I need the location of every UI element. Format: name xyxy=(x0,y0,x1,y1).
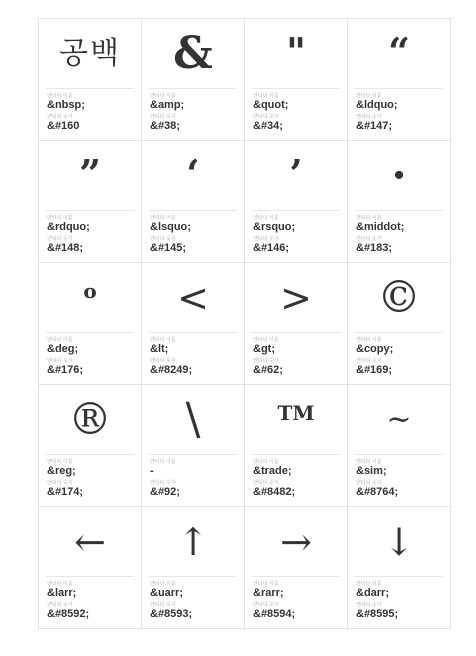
entity-card-ldquo xyxy=(348,19,451,141)
entity-number-caption: 엔티티 숫자 xyxy=(47,480,73,486)
entity-number: &#145; xyxy=(150,242,187,254)
entity-number-caption: 엔티티 숫자 xyxy=(150,358,176,364)
entity-name: &darr; xyxy=(356,587,390,599)
entity-glyph: © xyxy=(377,272,421,323)
card-divider xyxy=(252,332,340,333)
entity-number-caption: 엔티티 숫자 xyxy=(47,236,73,242)
card-divider xyxy=(46,454,134,455)
entity-card-darr xyxy=(348,507,451,629)
entity-card-deg xyxy=(39,263,142,385)
entity-number-caption: 엔티티 숫자 xyxy=(150,114,176,120)
entity-glyph: " xyxy=(286,29,306,74)
entity-number-caption: 엔티티 숫자 xyxy=(356,236,382,242)
entity-card-rarr xyxy=(245,507,348,629)
entity-name: &larr; xyxy=(47,587,77,599)
entity-number-caption: 엔티티 숫자 xyxy=(150,480,176,486)
entity-name: &reg; xyxy=(47,465,76,477)
entity-number-caption: 엔티티 숫자 xyxy=(356,480,382,486)
entity-glyph: ” xyxy=(79,151,101,196)
entity-name-caption: 엔티티 이름 xyxy=(150,459,176,465)
entity-name: &copy; xyxy=(356,343,394,355)
entity-number: &#176; xyxy=(47,364,84,376)
card-divider xyxy=(355,210,443,211)
entity-number-caption: 엔티티 숫자 xyxy=(47,114,73,120)
entity-card-sim xyxy=(348,385,451,507)
card-divider xyxy=(355,576,443,577)
entity-number-caption: 엔티티 숫자 xyxy=(356,602,382,608)
card-divider xyxy=(355,332,443,333)
entity-card-copy xyxy=(348,263,451,385)
entity-number-caption: 엔티티 숫자 xyxy=(47,358,73,364)
card-divider xyxy=(252,88,340,89)
entity-card-backslash xyxy=(142,385,245,507)
entity-card-amp xyxy=(142,19,245,141)
entity-name-caption: 엔티티 이름 xyxy=(150,93,176,99)
entity-card-lsquo xyxy=(142,141,245,263)
card-divider xyxy=(46,576,134,577)
entity-name-caption: 엔티티 이름 xyxy=(47,93,73,99)
entity-name: &amp; xyxy=(150,99,185,111)
entity-name: &quot; xyxy=(253,99,289,111)
entity-name: &deg; xyxy=(47,343,79,355)
entity-name: &lt; xyxy=(150,343,169,355)
entity-card-uarr xyxy=(142,507,245,629)
entity-glyph: TM xyxy=(277,401,315,425)
entity-name-caption: 엔티티 이름 xyxy=(253,215,279,221)
entity-glyph: ↓ xyxy=(383,520,415,564)
entity-name-caption: 엔티티 이름 xyxy=(150,581,176,587)
card-divider xyxy=(149,88,237,89)
card-divider xyxy=(46,332,134,333)
entity-card-nbsp xyxy=(39,19,142,141)
entity-name: &rdquo; xyxy=(47,221,90,233)
entity-glyph: ‘ xyxy=(186,151,200,196)
entity-card-reg xyxy=(39,385,142,507)
entity-glyph: o xyxy=(83,279,97,303)
entity-number: &#62; xyxy=(253,364,283,376)
entity-glyph: ∼ xyxy=(386,402,412,437)
entity-number: &#147; xyxy=(356,120,393,132)
entity-name-caption: 엔티티 이름 xyxy=(356,459,382,465)
entity-card-quot xyxy=(245,19,348,141)
entity-name-caption: 엔티티 이름 xyxy=(47,581,73,587)
entity-number: &#146; xyxy=(253,242,290,254)
entity-number-caption: 엔티티 숫자 xyxy=(47,602,73,608)
card-divider xyxy=(149,332,237,333)
entity-name: &trade; xyxy=(253,465,292,477)
entity-number: &#8764; xyxy=(356,486,399,498)
entity-glyph: 공백 xyxy=(59,36,121,71)
entity-name-caption: 엔티티 이름 xyxy=(253,93,279,99)
entity-number: &#8593; xyxy=(150,608,193,620)
entity-name: &ldquo; xyxy=(356,99,398,111)
entity-glyph: & xyxy=(173,28,213,79)
entity-number-caption: 엔티티 숫자 xyxy=(356,114,382,120)
entity-glyph: > xyxy=(280,276,312,320)
entity-card-rdquo xyxy=(39,141,142,263)
entity-card-larr xyxy=(39,507,142,629)
entity-card-middot xyxy=(348,141,451,263)
entity-glyph: ’ xyxy=(289,151,303,196)
entity-number-caption: 엔티티 숫자 xyxy=(150,602,176,608)
card-divider xyxy=(355,454,443,455)
entity-name-caption: 엔티티 이름 xyxy=(356,581,382,587)
entity-name: &middot; xyxy=(356,221,405,233)
entity-card-lt xyxy=(142,263,245,385)
card-divider xyxy=(252,576,340,577)
entity-number: &#8595; xyxy=(356,608,399,620)
entity-card-gt xyxy=(245,263,348,385)
entity-number-caption: 엔티티 숫자 xyxy=(253,480,279,486)
entity-glyph: → xyxy=(280,520,312,564)
entity-number: &#8482; xyxy=(253,486,296,498)
entity-number: &#183; xyxy=(356,242,393,254)
entity-number: &#174; xyxy=(47,486,84,498)
entity-number: &#92; xyxy=(150,486,180,498)
entity-glyph: ® xyxy=(68,394,112,445)
entity-glyph: < xyxy=(177,276,209,320)
entity-name: &sim; xyxy=(356,465,387,477)
entity-name-caption: 엔티티 이름 xyxy=(47,459,73,465)
card-divider xyxy=(355,88,443,89)
entity-name-caption: 엔티티 이름 xyxy=(150,337,176,343)
entity-number: &#38; xyxy=(150,120,180,132)
entity-name-caption: 엔티티 이름 xyxy=(47,215,73,221)
entity-name: &uarr; xyxy=(150,587,184,599)
entity-glyph: ↑ xyxy=(177,520,209,564)
card-divider xyxy=(149,210,237,211)
entity-number-caption: 엔티티 숫자 xyxy=(150,236,176,242)
entity-number-caption: 엔티티 숫자 xyxy=(253,358,279,364)
entity-number: &#8249; xyxy=(150,364,193,376)
entity-name-caption: 엔티티 이름 xyxy=(253,337,279,343)
entity-name: &lsquo; xyxy=(150,221,191,233)
entity-number: &#148; xyxy=(47,242,84,254)
card-divider xyxy=(46,210,134,211)
entity-name: - xyxy=(150,465,154,477)
card-divider xyxy=(252,210,340,211)
entity-number-caption: 엔티티 숫자 xyxy=(356,358,382,364)
entity-glyph: ← xyxy=(74,520,106,564)
entity-number-caption: 엔티티 숫자 xyxy=(253,114,279,120)
entity-number: &#34; xyxy=(253,120,283,132)
entity-name-caption: 엔티티 이름 xyxy=(356,215,382,221)
entity-name: &nbsp; xyxy=(47,99,85,111)
entity-name-caption: 엔티티 이름 xyxy=(253,459,279,465)
entity-number: &#8594; xyxy=(253,608,296,620)
entity-number-caption: 엔티티 숫자 xyxy=(253,602,279,608)
entity-card-rsquo xyxy=(245,141,348,263)
entity-number: &#169; xyxy=(356,364,393,376)
entity-name-caption: 엔티티 이름 xyxy=(150,215,176,221)
entity-name: &rsquo; xyxy=(253,221,296,233)
card-divider xyxy=(149,576,237,577)
card-divider xyxy=(149,454,237,455)
entity-name-caption: 엔티티 이름 xyxy=(356,337,382,343)
entity-glyph: “ xyxy=(388,29,410,74)
entity-number: &#8592; xyxy=(47,608,90,620)
entity-name: &gt; xyxy=(253,343,275,355)
entity-glyph: \ xyxy=(185,394,201,445)
card-divider xyxy=(46,88,134,89)
card-divider xyxy=(252,454,340,455)
entity-number: &#160 xyxy=(47,120,80,132)
entity-name: &rarr; xyxy=(253,587,284,599)
entity-number-caption: 엔티티 숫자 xyxy=(253,236,279,242)
entity-name-caption: 엔티티 이름 xyxy=(253,581,279,587)
entity-name-caption: 엔티티 이름 xyxy=(356,93,382,99)
entity-grid xyxy=(38,18,452,630)
entity-name-caption: 엔티티 이름 xyxy=(47,337,73,343)
entity-glyph: · xyxy=(391,150,407,201)
entity-card-trade xyxy=(245,385,348,507)
